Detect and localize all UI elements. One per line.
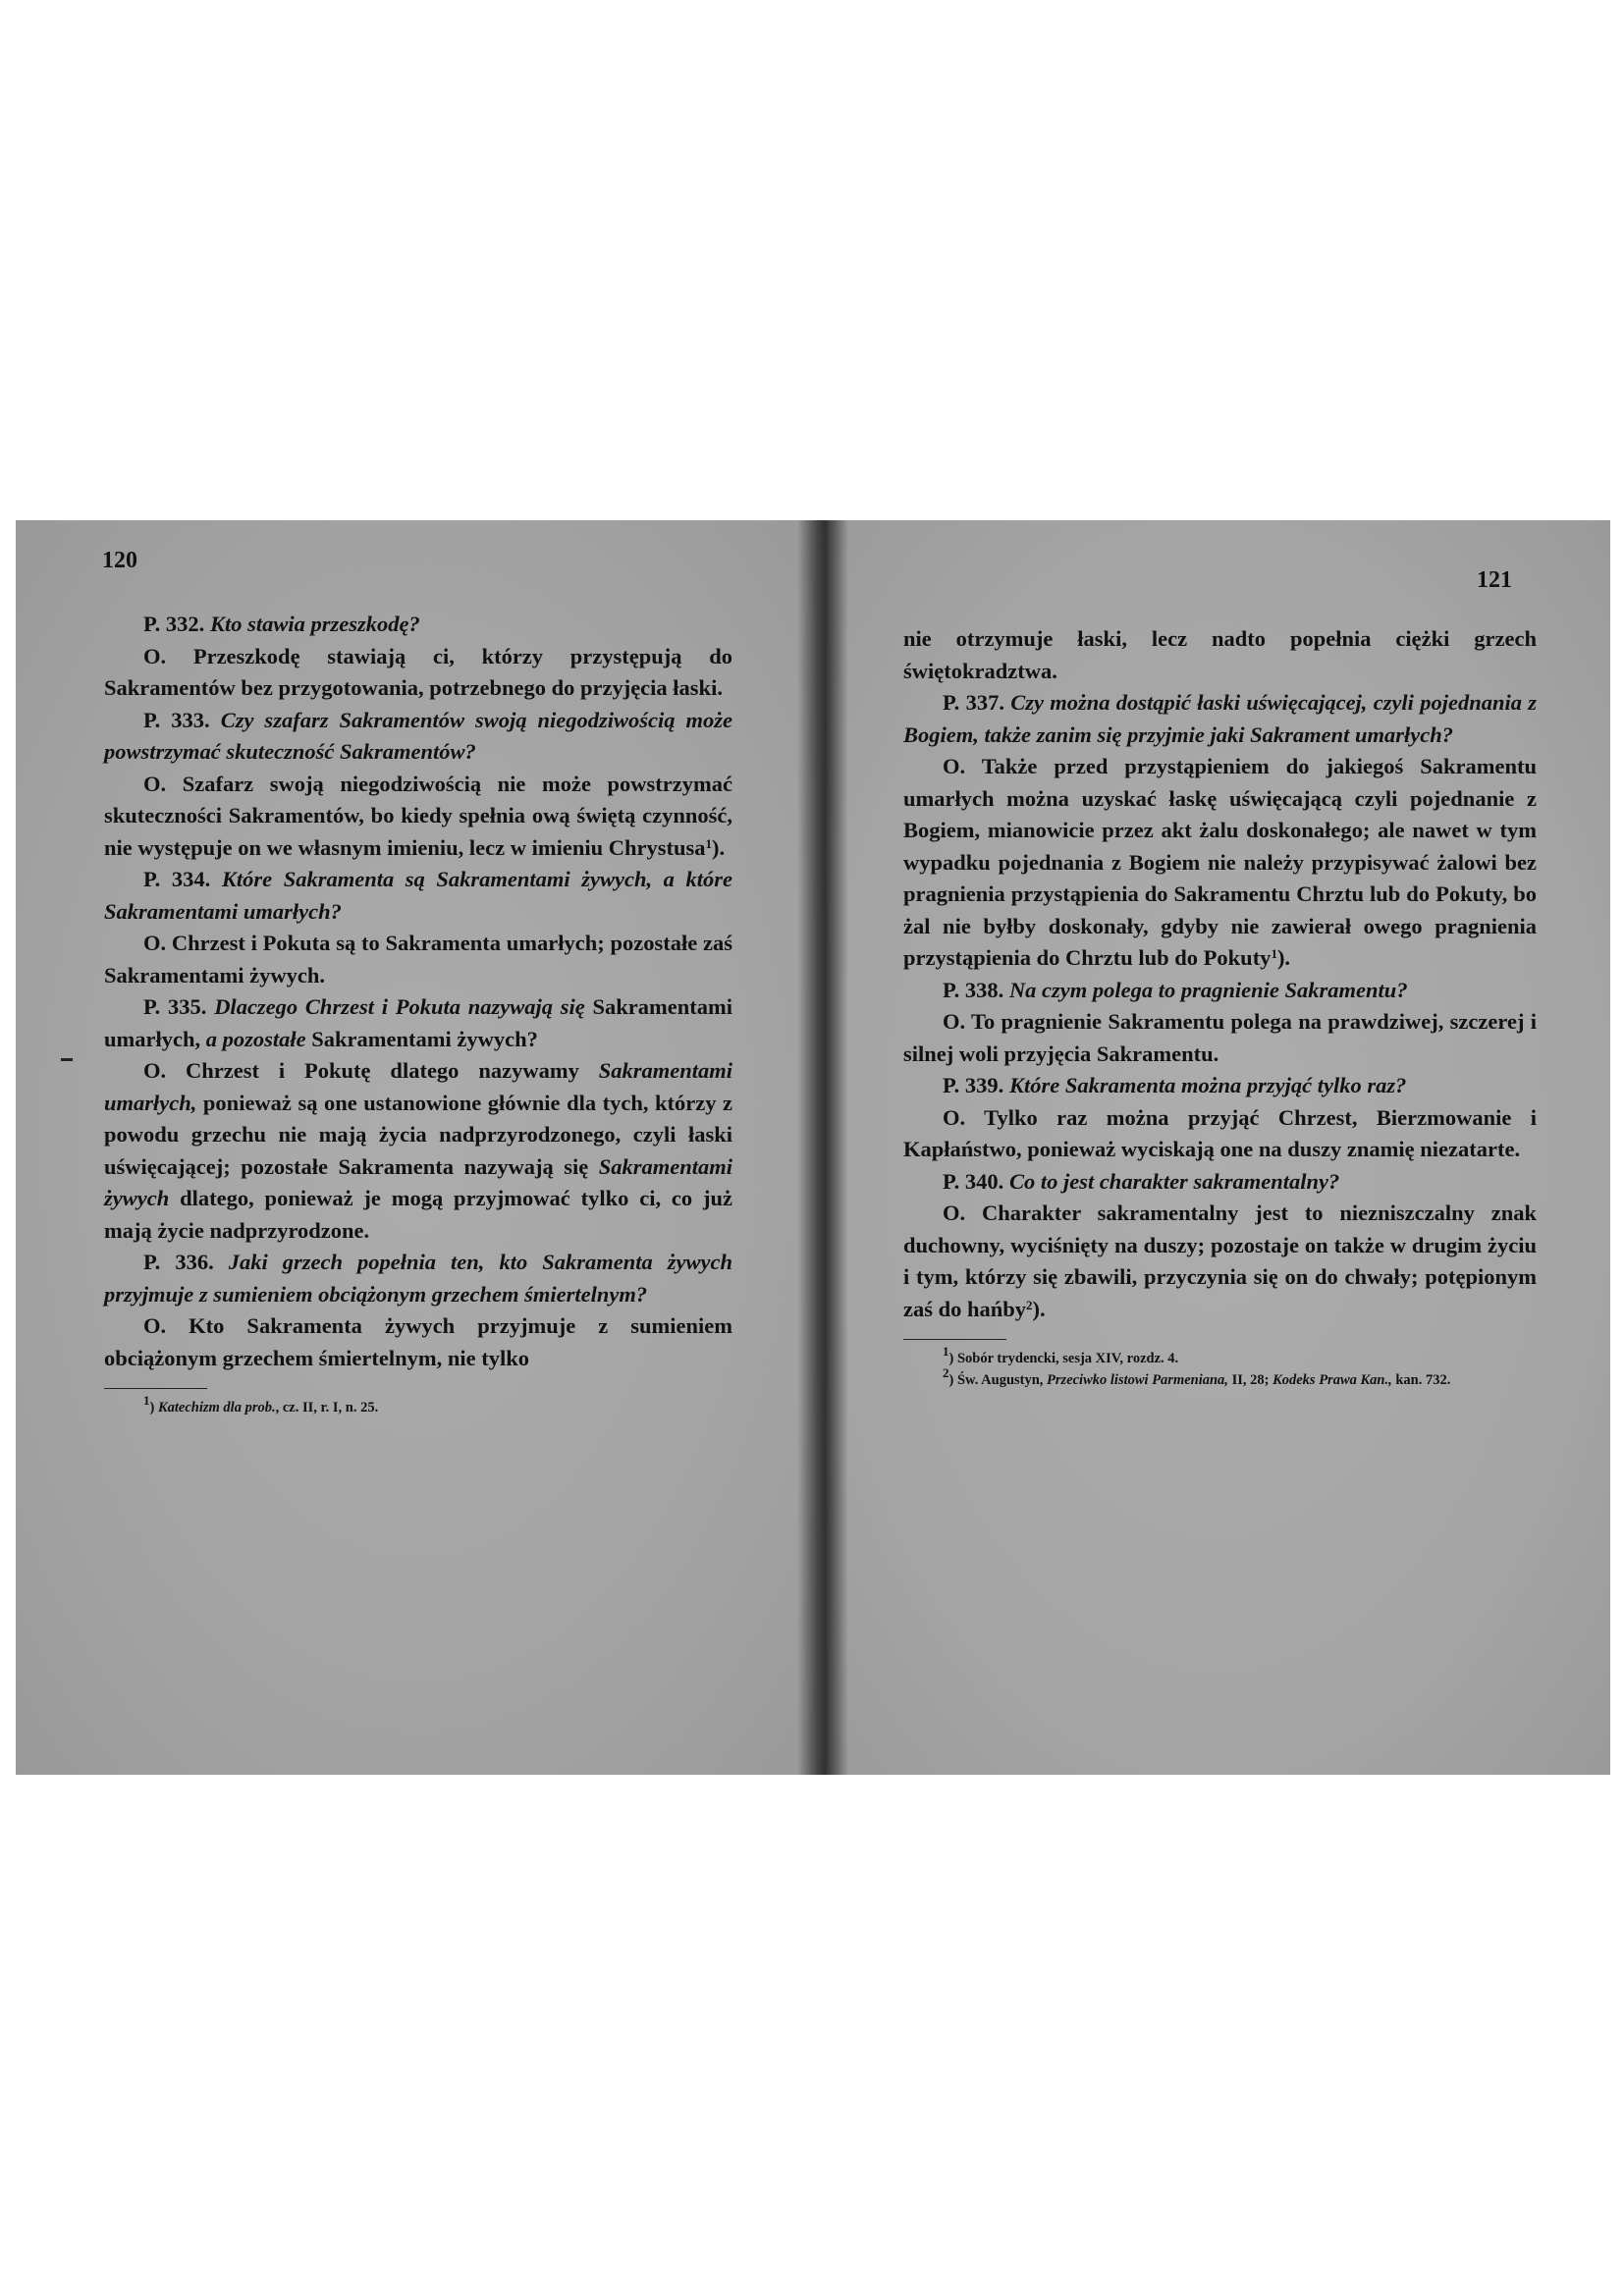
page-number: 121: [1477, 567, 1512, 593]
footnote-rule: [104, 1388, 207, 1389]
answer: O. Także przed przystąpieniem do jakiegoś Sakramentu umarłych można uzyskać łaskę uświęcającą czyli pojednanie z Bogiem, mianowicie przez akt żalu doskonałego; ale nawet w tym wypadku pojednania z Bogiem nie należy przypisywać żalowi bez pragnienia przystąpienia do Sakramentu Chrztu lub do Pokuty, bo żal nie byłby doskonały, gdyby nie zawierał owego pragnienia przystąpienia do Chrztu lub do Pokuty$^1$).: [903, 754, 1537, 970]
right-page: [819, 520, 1610, 1775]
answer: O. Chrzest i Pokutę dlatego nazywamy Sakramentami umarłych, ponieważ są one ustanowione głównie dla tych, którzy z powodu grzechu nie mają życia nadprzyrodzonego, czyli łaski uświęcającej; pozostałe Sakramenta nazywają się Sakramentami żywych dlatego, ponieważ je mogą przyjmować tylko ci, co już mają życie nadprzyrodzone.: [104, 1058, 732, 1243]
question: P. 338. Na czym polega to pragnienie Sakramentu?: [943, 977, 1408, 1002]
page-number: 120: [102, 548, 137, 573]
answer: O. Szafarz swoją niegodziwością nie może powstrzymać skuteczności Sakramentów, bo kiedy spełnia ową świętą czynność, nie występuje on we własnym imieniu, lecz w imieniu Chrystusa$^1$).: [104, 771, 732, 860]
margin-mark: [61, 1058, 73, 1061]
question: P. 333. Czy szafarz Sakramentów swoją niegodziwością może powstrzymać skuteczność Sakramentów?: [104, 707, 732, 764]
answer: O. Przeszkodę stawiają ci, którzy przystępują do Sakramentów bez przygotowania, potrzebnego do przyjęcia łaski.: [104, 643, 732, 700]
question: P. 336. Jaki grzech popełnia ten, kto Sakramenta żywych przyjmuje z sumieniem obciążonym grzechem śmiertelnym?: [104, 1250, 733, 1307]
footnote-rule: [903, 1339, 1006, 1340]
continued-text: nie otrzymuje łaski, lecz nadto popełnia ciężki grzech świętokradztwa.: [903, 626, 1537, 683]
question: P. 335. Dlaczego Chrzest i Pokuta nazywają się Sakramentami umarłych, a pozostałe Sakramentami żywych?: [104, 994, 732, 1051]
answer: O. Kto Sakramenta żywych przyjmuje z sumieniem obciążonym grzechem śmiertelnym, nie tylko: [104, 1313, 732, 1370]
footnote: $^1$) Sobór trydencki, sesja XIV, rozdz. 4.: [943, 1344, 1179, 1366]
answer: O. Chrzest i Pokuta są to Sakramenta umarłych; pozostałe zaś Sakramentami żywych.: [104, 931, 732, 988]
footnote: $^2$) Św. Augustyn, Przeciwko listowi Parmeniana, II, 28; Kodeks Prawa Kan., kan. 732.: [943, 1365, 1451, 1388]
text-column-right: [903, 623, 1537, 1391]
book-spread: [16, 520, 1610, 1775]
answer: O. Charakter sakramentalny jest to niezniszczalny znak duchowny, wyciśnięty na duszy; pozostaje on także w drugim życiu i tym, którzy się zbawili, przyczynia się on do chwały; potępionym zaś do hańby$^2$).: [903, 1201, 1537, 1321]
answer: O. To pragnienie Sakramentu polega na prawdziwej, szczerej i silnej woli przyjęcia Sakramentu.: [903, 1009, 1537, 1066]
answer: O. Tylko raz można przyjąć Chrzest, Bierzmowanie i Kapłaństwo, ponieważ wyciskają one na duszy znamię niezatarte.: [903, 1104, 1537, 1161]
question: P. 337. Czy można dostąpić łaski uświęcającej, czyli pojednania z Bogiem, także zanim się przyjmie jaki Sakrament umarłych?: [903, 690, 1537, 747]
left-page: [16, 520, 819, 1775]
question: P. 332. Kto stawia przeszkodę?: [143, 612, 420, 636]
question: P. 340. Co to jest charakter sakramentalny?: [943, 1168, 1340, 1194]
question: P. 339. Które Sakramenta można przyjąć tylko raz?: [943, 1073, 1407, 1097]
book-gutter: [797, 520, 848, 1775]
question: P. 334. Które Sakramenta są Sakramentami żywych, a które Sakramentami umarłych?: [104, 867, 732, 924]
footnote: $^1$) Katechizm dla prob., cz. II, r. I, n. 25.: [143, 1393, 379, 1415]
text-column-left: [104, 609, 732, 1418]
